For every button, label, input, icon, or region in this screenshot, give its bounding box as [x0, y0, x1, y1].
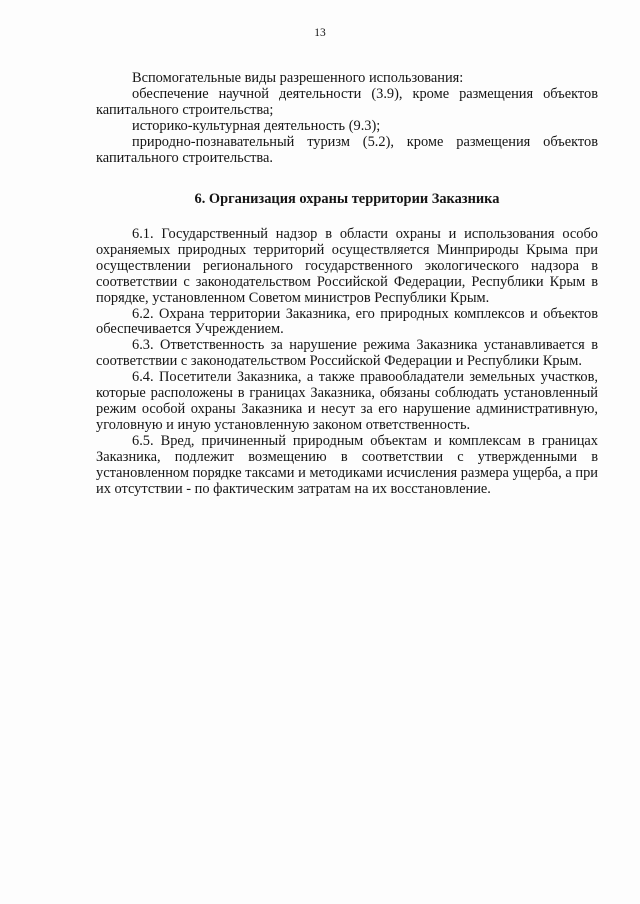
permitted-use-item: историко-культурная деятельность (9.3); [132, 117, 381, 134]
paragraph-6-5: 6.5. Вред, причиненный природным объектам и комплексам в границах Заказника, подлежит возмещению в соответствии с утвержденными в установленном порядке таксами и методиками исчисления размера ущерба, а при их отсутствии - по фактическим затратам на их восстановление. [96, 432, 598, 497]
paragraph-6-2: 6.2. Охрана территории Заказника, его природных комплексов и объектов обеспечивается Учреждением. [96, 305, 598, 338]
permitted-use-item: природно-познавательный туризм (5.2), кроме размещения объектов капитального строительства. [96, 133, 598, 166]
section-heading: 6. Организация охраны территории Заказника [194, 191, 500, 207]
paragraph-6-3: 6.3. Ответственность за нарушение режима Заказника устанавливается в соответствии с законодательством Российской Федерации и Республики Крым. [96, 337, 598, 370]
permitted-uses-block [96, 71, 598, 166]
page-number: 13 [314, 27, 326, 39]
permitted-uses-intro: Вспомогательные виды разрешенного использования: [132, 70, 464, 86]
permitted-use-item: обеспечение научной деятельности (3.9), кроме размещения объектов капитального строительства; [96, 85, 598, 118]
section-body [96, 227, 598, 497]
paragraph-6-1: 6.1. Государственный надзор в области охраны и использования особо охраняемых природных территорий осуществляется Минприроды Крыма при осуществлении регионального государственного экологического надзора в соответствии с законодательством Российской Федерации, Республики Крым в порядке, установленном Советом министров Республики Крым. [96, 226, 598, 306]
paragraph-6-4: 6.4. Посетители Заказника, а также правообладатели земельных участков, которые расположены в границах Заказника, обязаны соблюдать установленный режим особой охраны Заказника и несут за его нарушение административную, уголовную и иную установленную законом ответственность. [96, 369, 598, 433]
